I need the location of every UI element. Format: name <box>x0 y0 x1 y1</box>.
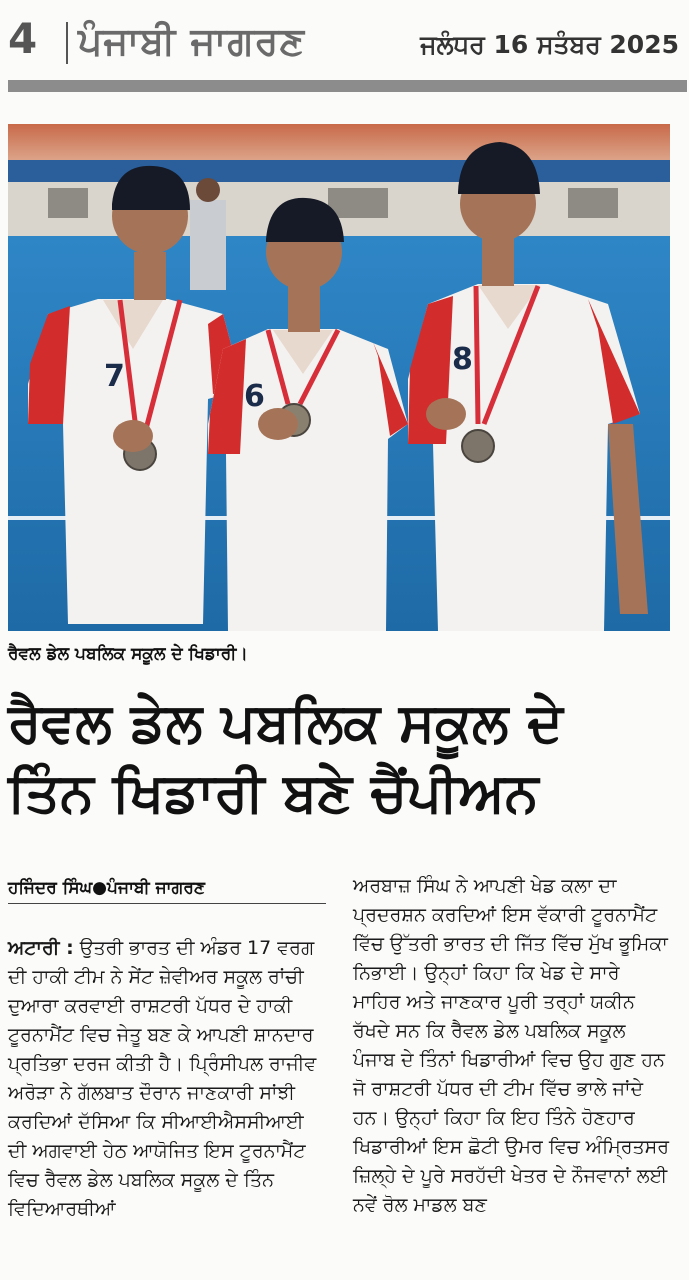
headline-line-2: ਤਿੰਨ ਖਿਡਾਰੀ ਬਣੇ ਚੈਂਪੀਅਨ <box>8 761 539 824</box>
jersey-number-left: 7 <box>104 359 125 394</box>
column-2-text: ਅਰਬਾਜ਼ ਸਿੰਘ ਨੇ ਆਪਣੀ ਖੇਡ ਕਲਾ ਦਾ ਪ੍ਰਦਰਸ਼ਨ ਕਰਦਿਆਂ ਇਸ ਵੱਕਾਰੀ ਟੂਰਨਾਮੈਂਟ ਵਿੱਚ ਉੱਤਰੀ ਭਾਰਤ ਦੀ ਜਿੱਤ ਵਿੱਚ ਮੁੱਖ ਭੂਮਿਕਾ ਨਿਭਾਈ। ਉਨ੍ਹਾਂ ਕਿਹਾ ਕਿ ਖੇਡ ਦੇ ਸਾਰੇ ਮਾਹਿਰ ਅਤੇ ਜਾਣਕਾਰ ਪੂਰੀ ਤਰ੍ਹਾਂ ਯਕੀਨ ਰੱਖਦੇ ਸਨ ਕਿ ਰੈਵਲ ਡੇਲ ਪਬਲਿਕ ਸਕੂਲ ਪੰਜਾਬ ਦੇ ਤਿੰਨਾਂ ਖਿਡਾਰੀਆਂ ਵਿਚ ਉਹ ਗੁਣ ਹਨ ਜੋ ਰਾਸ਼ਟਰੀ ਪੱਧਰ ਦੀ ਟੀਮ ਵਿੱਚ ਭਾਲੇ ਜਾਂਦੇ ਹਨ। ਉਨ੍ਹਾਂ ਕਿਹਾ ਕਿ ਇਹ ਤਿੰਨੇ ਹੋਣਹਾਰ ਖਿਡਾਰੀਆਂ ਇਸ ਛੋਟੀ ਉਮਰ ਵਿਚ ਅੰਮ੍ਰਿਤਸਰ ਜ਼ਿਲ੍ਹੇ ਦੇ ਪੂਰੇ ਸਰਹੱਦੀ ਖੇਤਰ ਦੇ ਨੌਜਵਾਨਾਂ ਲਈ ਨਵੇਂ ਰੋਲ ਮਾਡਲ ਬਣ <box>353 875 670 1216</box>
masthead-divider <box>66 22 68 64</box>
page-number: 4 <box>8 14 38 63</box>
headline-line-1: ਰੈਵਲ ਡੇਲ ਪਬਲਿਕ ਸਕੂਲ ਦੇ <box>8 691 563 754</box>
photo-caption: ਰੈਵਲ ਡੇਲ ਪਬਲਿਕ ਸਕੂਲ ਦੇ ਖਿਡਾਰੀ। <box>8 644 248 664</box>
article-paragraph-1 <box>8 934 326 1224</box>
article-place-tag: ਅਟਾਰੀ : <box>8 937 74 959</box>
players-photo-illustration <box>8 124 670 631</box>
news-photo <box>8 124 670 631</box>
article-column-1 <box>8 934 326 1224</box>
byline: ਹਜਿੰਦਰ ਸਿੰਘ●ਪੰਜਾਬੀ ਜਾਗਰਣ <box>8 878 205 898</box>
column-1-text: ਉਤਰੀ ਭਾਰਤ ਦੀ ਅੰਡਰ 17 ਵਰਗ ਦੀ ਹਾਕੀ ਟੀਮ ਨੇ ਸੇਂਟ ਜ਼ੇਵੀਅਰ ਸਕੂਲ ਰਾਂਚੀ ਦੁਆਰਾ ਕਰਵਾਈ ਰਾਸ਼ਟਰੀ ਪੱਧਰ ਦੇ ਹਾਕੀ ਟੂਰਨਾਮੈਂਟ ਵਿਚ ਜੇਤੂ ਬਣ ਕੇ ਆਪਣੀ ਸ਼ਾਨਦਾਰ ਪ੍ਰਤਿਭਾ ਦਰਜ ਕੀਤੀ ਹੈ। ਪ੍ਰਿੰਸੀਪਲ ਰਾਜੀਵ ਅਰੋੜਾ ਨੇ ਗੱਲਬਾਤ ਦੌਰਾਨ ਜਾਣਕਾਰੀ ਸਾਂਝੀ ਕਰਦਿਆਂ ਦੱਸਿਆ ਕਿ ਸੀਆਈਐਸਸੀਆਈ ਦੀ ਅਗਵਾਈ ਹੇਠ ਆਯੋਜਿਤ ਇਸ ਟੂਰਨਾਮੈਂਟ ਵਿਚ ਰੈਵਲ ਡੇਲ ਪਬਲਿਕ ਸਕੂਲ ਦੇ ਤਿੰਨ ਵਿਦਿਆਰਥੀਆਂ <box>8 937 317 1220</box>
jersey-number-center: 6 <box>244 379 265 414</box>
masthead <box>0 0 689 82</box>
article-headline <box>8 688 678 828</box>
newspaper-name: ਪੰਜਾਬੀ ਜਾਗਰਣ <box>78 19 306 63</box>
jersey-number-right: 8 <box>452 342 473 377</box>
masthead-rule <box>8 80 687 92</box>
edition-dateline: ਜਲੰਧਰ 16 ਸਤੰਬਰ 2025 <box>420 30 679 59</box>
byline-rule <box>8 903 326 904</box>
article-column-2 <box>353 872 671 1220</box>
